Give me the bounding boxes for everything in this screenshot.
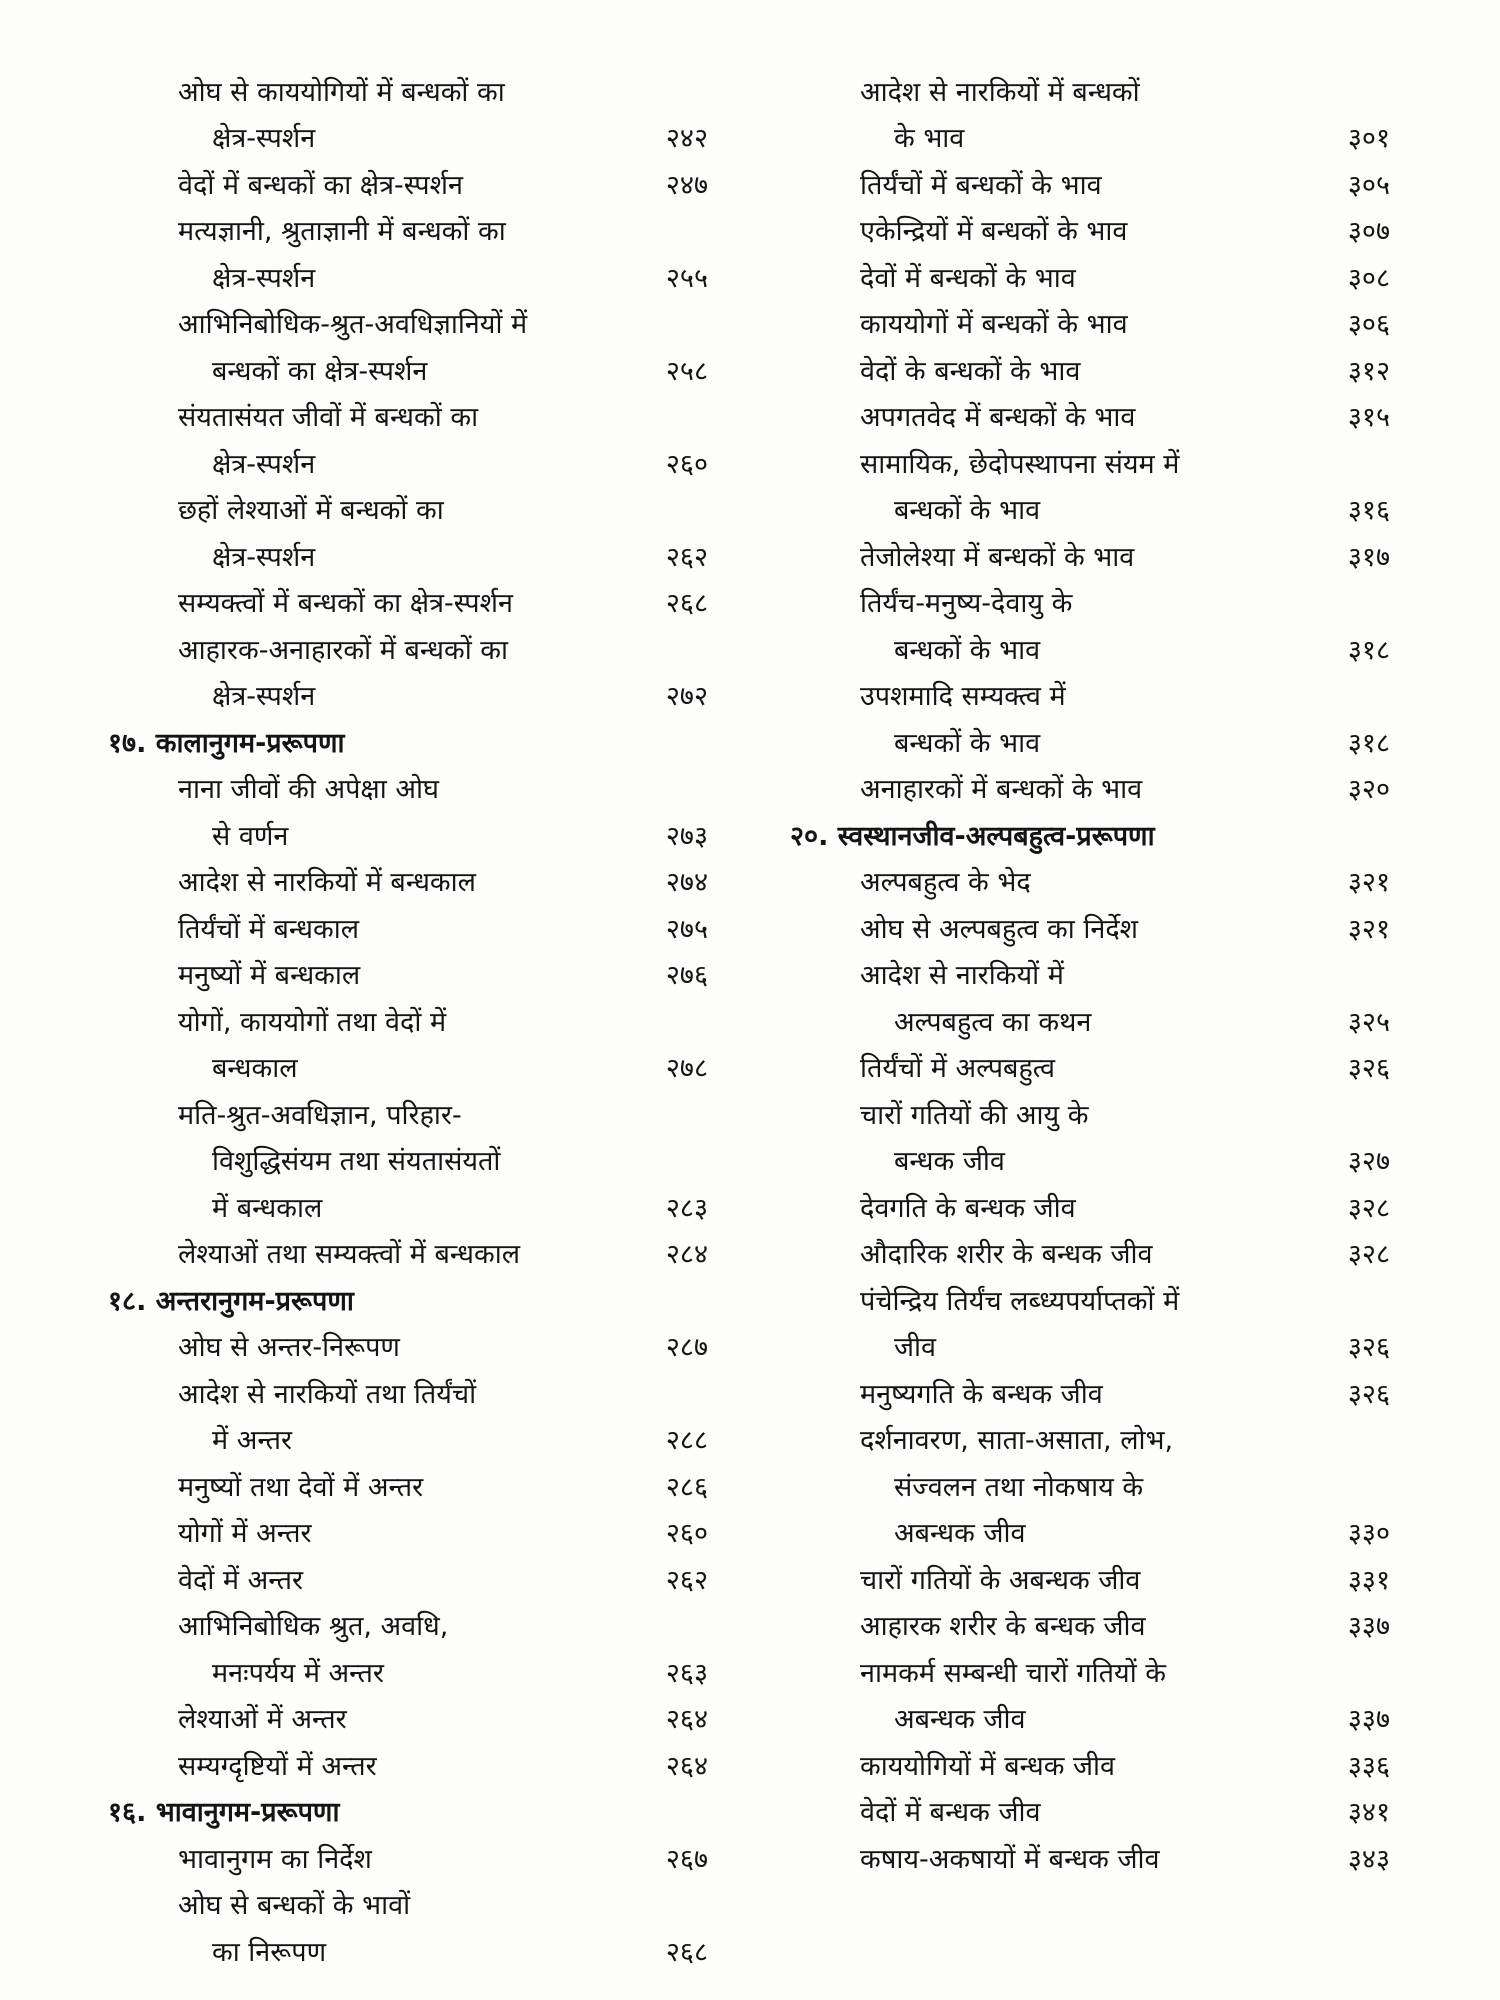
index-entry-continuation	[108, 1132, 708, 1179]
entry-title: के भाव	[894, 123, 965, 154]
page-number: ३२१	[1347, 867, 1390, 898]
index-entry	[790, 202, 1390, 249]
index-entry	[108, 1597, 708, 1644]
entry-title: तिर्यंचों में बन्धकाल	[178, 913, 360, 945]
index-entry	[790, 295, 1390, 342]
index-entry	[790, 155, 1390, 202]
index-entry	[108, 1364, 708, 1411]
section-heading	[108, 713, 708, 760]
entry-title: एकेन्द्रियों में बन्धकों के भाव	[860, 216, 1128, 247]
page-number: २५८	[665, 355, 708, 387]
entry-title: वेदों में बन्धकों का क्षेत्र-स्पर्शन	[178, 169, 463, 201]
index-entry-continuation	[790, 481, 1390, 528]
page-number: २६०	[665, 448, 708, 480]
page-number: २६७	[665, 1843, 708, 1875]
index-entry-continuation	[108, 1922, 708, 1969]
index-entry	[108, 1457, 708, 1504]
entry-title: पंचेन्द्रिय तिर्यंच लब्ध्यपर्याप्तकों में	[860, 1285, 1180, 1317]
page-number: ३३७	[1347, 1611, 1390, 1642]
index-entry	[108, 992, 708, 1039]
entry-title: तिर्यंचों में अल्पबहुत्व	[860, 1053, 1055, 1084]
index-entry	[108, 853, 708, 900]
page-number: ३०६	[1347, 309, 1390, 340]
page-number: ३२६	[1347, 1378, 1390, 1410]
entry-title: क्षेत्र-स्पर्शन	[212, 681, 316, 712]
section-heading	[790, 806, 1390, 853]
entry-title: बन्धक जीव	[894, 1146, 1005, 1177]
page-number: २४७	[665, 169, 708, 201]
entry-title: चारों गतियों के अबन्धक जीव	[860, 1564, 1141, 1596]
entry-title: मत्यज्ञानी, श्रुताज्ञानी में बन्धकों का	[178, 216, 506, 247]
entry-title: नाना जीवों की अपेक्षा ओघ	[178, 774, 439, 805]
index-entry-continuation	[790, 109, 1390, 156]
index-entry-continuation	[108, 434, 708, 481]
page-number: २८८	[665, 1425, 708, 1456]
entry-title: उपशमादि सम्यक्त्व में	[860, 681, 1066, 712]
index-entry	[790, 1829, 1390, 1876]
index-entry-continuation	[108, 806, 708, 853]
entry-title: क्षेत्र-स्पर्शन	[212, 123, 316, 154]
entry-title: देवगति के बन्धक जीव	[860, 1192, 1076, 1224]
index-entry-continuation	[108, 527, 708, 574]
page-number: ३१८	[1347, 634, 1390, 666]
index-entry	[790, 1736, 1390, 1783]
entry-title: नामकर्म सम्बन्धी चारों गतियों के	[860, 1657, 1167, 1689]
index-entry	[790, 946, 1390, 993]
entry-title: में अन्तर	[212, 1425, 293, 1456]
index-entry	[108, 202, 708, 249]
index-entry	[108, 1736, 708, 1783]
entry-title: औदारिक शरीर के बन्धक जीव	[860, 1239, 1153, 1270]
index-entry-continuation	[790, 1690, 1390, 1737]
entry-title: आभिनिबोधिक श्रुत, अवधि,	[178, 1611, 449, 1642]
page-number: २७३	[665, 820, 708, 852]
index-entry-continuation	[790, 1457, 1390, 1504]
entry-title: बन्धकों के भाव	[894, 727, 1041, 759]
index-entry	[790, 1597, 1390, 1644]
entry-title: बन्धकों का क्षेत्र-स्पर्शन	[212, 355, 428, 387]
page-number: २७२	[665, 681, 708, 712]
index-entry-continuation	[108, 248, 708, 295]
entry-title: क्षेत्र-स्पर्शन	[212, 448, 316, 480]
page-number: २६४	[665, 1704, 708, 1735]
entry-title: देवों में बन्धकों के भाव	[860, 262, 1076, 294]
entry-title: तिर्यंचों में बन्धकों के भाव	[860, 169, 1102, 201]
index-entry	[108, 155, 708, 202]
page-number: २६८	[665, 1936, 708, 1968]
page-number: ३३१	[1347, 1564, 1390, 1596]
index-entry	[790, 667, 1390, 714]
entry-title: मनःपर्यय में अन्तर	[212, 1657, 384, 1689]
page-number: २८४	[665, 1239, 708, 1270]
entry-title: अनाहारकों में बन्धकों के भाव	[860, 774, 1143, 805]
page-number: २६२	[665, 1564, 708, 1596]
entry-title: वेदों में अन्तर	[178, 1564, 304, 1596]
index-entry	[108, 946, 708, 993]
entry-title: आदेश से नारकियों में बन्धकाल	[178, 867, 476, 898]
entry-title: सामायिक, छेदोपस्थापना संयम में	[860, 448, 1180, 480]
page-number: ३४३	[1347, 1843, 1390, 1875]
entry-title: चारों गतियों की आयु के	[860, 1099, 1089, 1131]
entry-title: दर्शनावरण, साता-असाता, लोभ,	[860, 1425, 1174, 1456]
page-number: २६३	[665, 1657, 708, 1689]
entry-title: आदेश से नारकियों में बन्धकों	[860, 76, 1140, 108]
entry-title: अबन्धक जीव	[894, 1704, 1026, 1735]
page-number: ३४१	[1347, 1797, 1390, 1828]
index-entry-continuation	[108, 667, 708, 714]
index-entry	[790, 1643, 1390, 1690]
page-number: ३२५	[1347, 1006, 1390, 1038]
entry-title: विशुद्धिसंयम तथा संयतासंयतों	[212, 1146, 501, 1177]
index-entry	[790, 1364, 1390, 1411]
section-heading	[108, 1783, 708, 1830]
entry-title: बन्धकों के भाव	[894, 495, 1041, 526]
index-entry	[108, 1085, 708, 1132]
index-entry	[790, 388, 1390, 435]
entry-title: जीव	[894, 1332, 937, 1363]
right-column	[790, 62, 1390, 1876]
page-number: ३१६	[1347, 495, 1390, 526]
section-heading-text: १८. अन्तरानुगम-प्ररूपणा	[108, 1285, 354, 1317]
index-entry-continuation	[108, 1178, 708, 1225]
index-entry	[790, 1085, 1390, 1132]
page-number: ३१२	[1347, 355, 1390, 387]
page-number: २८३	[665, 1192, 708, 1224]
entry-title: भावानुगम का निर्देश	[178, 1843, 372, 1875]
entry-title: का निरूपण	[212, 1936, 327, 1968]
entry-title: आभिनिबोधिक-श्रुत-अवधिज्ञानियों में	[178, 309, 528, 340]
index-entry	[790, 1550, 1390, 1597]
page-number: ३२८	[1347, 1239, 1390, 1270]
index-entry	[790, 1411, 1390, 1458]
entry-title: मनुष्यगति के बन्धक जीव	[860, 1378, 1103, 1410]
page-number: ३२६	[1347, 1332, 1390, 1363]
index-entry	[790, 341, 1390, 388]
index-entry	[108, 1876, 708, 1923]
index-entry	[790, 899, 1390, 946]
index-entry	[790, 1225, 1390, 1272]
entry-title: कषाय-अकषायों में बन्धक जीव	[860, 1843, 1160, 1875]
page-number: २७५	[665, 913, 708, 945]
entry-title: अबन्धक जीव	[894, 1518, 1026, 1549]
index-entry	[790, 1271, 1390, 1318]
index-entry	[790, 1783, 1390, 1830]
index-entry	[790, 527, 1390, 574]
entry-title: संज्वलन तथा नोकषाय के	[894, 1471, 1144, 1503]
index-entry-continuation	[790, 713, 1390, 760]
entry-title: योगों में अन्तर	[178, 1518, 312, 1549]
entry-title: सम्यक्त्वों में बन्धकों का क्षेत्र-स्पर्शन	[178, 588, 513, 619]
index-entry	[790, 760, 1390, 807]
index-entry	[108, 295, 708, 342]
entry-title: तिर्यंच-मनुष्य-देवायु के	[860, 588, 1073, 619]
page-number: ३२१	[1347, 913, 1390, 945]
index-entry	[108, 1690, 708, 1737]
index-entry	[108, 899, 708, 946]
index-entry	[108, 760, 708, 807]
index-entry-continuation	[108, 1411, 708, 1458]
entry-title: सम्यग्दृष्टियों में अन्तर	[178, 1750, 377, 1782]
entry-title: ओघ से अल्पबहुत्व का निर्देश	[860, 913, 1139, 945]
page-number: २६२	[665, 541, 708, 573]
index-entry-continuation	[790, 620, 1390, 667]
index-entry-continuation	[108, 109, 708, 156]
page-number: २६०	[665, 1518, 708, 1549]
entry-title: क्षेत्र-स्पर्शन	[212, 262, 316, 294]
index-entry	[790, 1039, 1390, 1086]
entry-title: संयतासंयत जीवों में बन्धकों का	[178, 402, 479, 433]
page-number: ३०५	[1347, 169, 1390, 201]
section-heading-text: २०. स्वस्थानजीव-अल्पबहुत्व-प्ररूपणा	[790, 820, 1155, 852]
entry-title: क्षेत्र-स्पर्शन	[212, 541, 316, 573]
entry-title: ओघ से बन्धकों के भावों	[178, 1890, 411, 1921]
entry-title: बन्धकों के भाव	[894, 634, 1041, 666]
page-number: ३०८	[1347, 262, 1390, 294]
entry-title: अपगतवेद में बन्धकों के भाव	[860, 402, 1136, 433]
page-number: ३२८	[1347, 1192, 1390, 1224]
index-entry	[108, 620, 708, 667]
page-number: २७४	[665, 867, 708, 898]
page-number: २५५	[665, 262, 708, 294]
page-number: ३०१	[1347, 123, 1390, 154]
page-number: २७६	[665, 960, 708, 991]
entry-title: काययोगों में बन्धकों के भाव	[860, 309, 1128, 340]
page-number: ३०७	[1347, 216, 1390, 247]
page-number: ३३७	[1347, 1704, 1390, 1735]
index-entry	[790, 853, 1390, 900]
entry-title: आहारक शरीर के बन्धक जीव	[860, 1611, 1146, 1642]
page-number: ३१७	[1347, 541, 1390, 573]
page-number: ३२०	[1347, 774, 1390, 805]
entry-title: छहों लेश्याओं में बन्धकों का	[178, 495, 444, 526]
entry-title: योगों, काययोगों तथा वेदों में	[178, 1006, 447, 1038]
entry-title: लेश्याओं में अन्तर	[178, 1704, 347, 1735]
index-entry	[108, 1550, 708, 1597]
index-entry	[790, 574, 1390, 621]
index-entry	[108, 62, 708, 109]
section-heading-text: १७. कालानुगम-प्ररूपणा	[108, 727, 345, 759]
index-entry	[790, 1178, 1390, 1225]
page-number: २४२	[665, 123, 708, 154]
index-entry	[108, 1318, 708, 1365]
page-number: ३२७	[1347, 1146, 1390, 1177]
page-number: ३३०	[1347, 1518, 1390, 1549]
page-number: २६८	[665, 588, 708, 619]
entry-title: में बन्धकाल	[212, 1192, 323, 1224]
entry-title: से वर्णन	[212, 820, 289, 852]
entry-title: वेदों के बन्धकों के भाव	[860, 355, 1081, 387]
index-entry-continuation	[790, 992, 1390, 1039]
index-entry-continuation	[790, 1132, 1390, 1179]
index-entry-continuation	[108, 1643, 708, 1690]
index-entry	[108, 481, 708, 528]
entry-title: मनुष्यों तथा देवों में अन्तर	[178, 1471, 424, 1503]
entry-title: वेदों में बन्धक जीव	[860, 1797, 1041, 1828]
entry-title: ओघ से काययोगियों में बन्धकों का	[178, 76, 505, 108]
entry-title: मति-श्रुत-अवधिज्ञान, परिहार-	[178, 1099, 462, 1131]
index-entry	[108, 574, 708, 621]
index-entry	[790, 248, 1390, 295]
page-number: ३१५	[1347, 402, 1390, 433]
page-number: २६४	[665, 1750, 708, 1782]
entry-title: बन्धकाल	[212, 1053, 298, 1084]
section-heading	[108, 1271, 708, 1318]
index-entry-continuation	[108, 1039, 708, 1086]
left-column	[108, 62, 708, 1969]
page-number: ३१८	[1347, 727, 1390, 759]
entry-title: अल्पबहुत्व का कथन	[894, 1006, 1092, 1038]
index-entry	[108, 1829, 708, 1876]
index-entry	[790, 434, 1390, 481]
entry-title: ओघ से अन्तर-निरूपण	[178, 1332, 400, 1363]
page-number: ३२६	[1347, 1053, 1390, 1084]
index-entry-continuation	[790, 1504, 1390, 1551]
entry-title: आदेश से नारकियों तथा तिर्यंचों	[178, 1378, 477, 1410]
page-number: २७८	[665, 1053, 708, 1084]
index-entry	[790, 62, 1390, 109]
section-heading-text: १६. भावानुगम-प्ररूपणा	[108, 1797, 340, 1828]
entry-title: काययोगियों में बन्धक जीव	[860, 1750, 1116, 1782]
entry-title: लेश्याओं तथा सम्यक्त्वों में बन्धकाल	[178, 1239, 520, 1270]
page-number: २८६	[665, 1471, 708, 1503]
index-entry-continuation	[790, 1318, 1390, 1365]
page-number: ३३६	[1347, 1750, 1390, 1782]
index-entry	[108, 1225, 708, 1272]
index-entry-continuation	[108, 341, 708, 388]
entry-title: आदेश से नारकियों में	[860, 960, 1064, 991]
entry-title: मनुष्यों में बन्धकाल	[178, 960, 361, 991]
entry-title: अल्पबहुत्व के भेद	[860, 867, 1031, 898]
entry-title: आहारक-अनाहारकों में बन्धकों का	[178, 634, 509, 666]
index-entry	[108, 388, 708, 435]
entry-title: तेजोलेश्या में बन्धकों के भाव	[860, 541, 1135, 573]
index-entry	[108, 1504, 708, 1551]
page-number: २८७	[665, 1332, 708, 1363]
